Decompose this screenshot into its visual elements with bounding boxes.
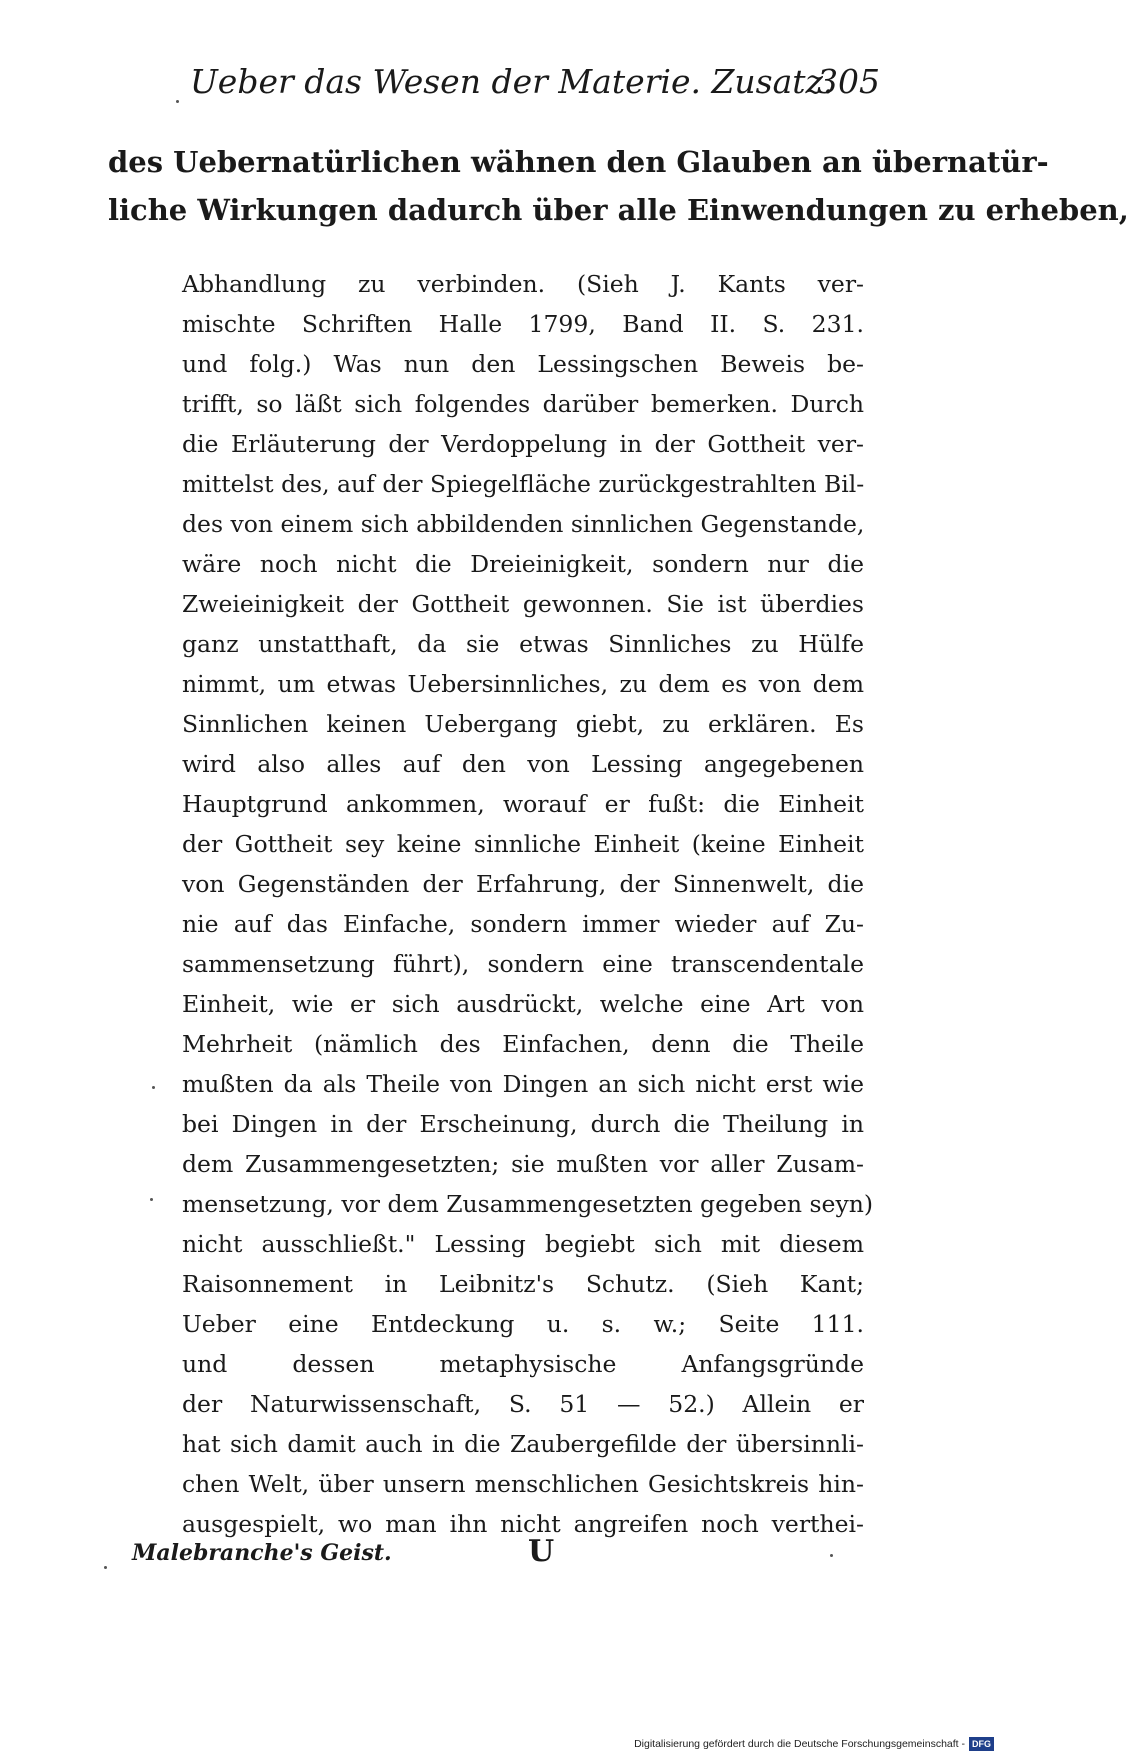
print-speck bbox=[104, 1566, 107, 1569]
print-speck bbox=[152, 1086, 155, 1089]
print-speck bbox=[176, 100, 179, 103]
footnote-line: mußten da als Theile von Dingen an sich nicht erst wie bbox=[182, 1070, 864, 1098]
footnote-line: der Naturwissenschaft, S. 51 — 52.) Allein er bbox=[182, 1390, 864, 1418]
page-number: 305 bbox=[817, 62, 880, 101]
footnote-block bbox=[182, 264, 874, 1544]
footnote-line: dem Zusammengesetzten; sie mußten vor aller Zusam- bbox=[182, 1150, 864, 1178]
footnote-line: ausgespielt, wo man ihn nicht angreifen noch verthei- bbox=[182, 1510, 864, 1538]
footnote-line: hat sich damit auch in die Zaubergefilde der übersinnli- bbox=[182, 1430, 864, 1458]
footnote-line: und dessen metaphysische Anfangsgründe bbox=[182, 1350, 864, 1378]
footnote-line: nie auf das Einfache, sondern immer wieder auf Zu- bbox=[182, 910, 864, 938]
footnote-line: Raisonnement in Leibnitz's Schutz. (Sieh Kant; bbox=[182, 1270, 864, 1298]
footnote-line: die Erläuterung der Verdoppelung in der Gottheit ver- bbox=[182, 430, 864, 458]
footnote-line: Zweieinigkeit der Gottheit gewonnen. Sie ist überdies bbox=[182, 590, 864, 618]
dfg-logo-icon: DFG bbox=[969, 1737, 994, 1751]
footnote-line: Einheit, wie er sich ausdrückt, welche eine Art von bbox=[182, 990, 864, 1018]
footnote-line: nicht ausschließt." Lessing begiebt sich mit diesem bbox=[182, 1230, 864, 1258]
footnote-line: und folg.) Was nun den Lessingschen Beweis be- bbox=[182, 350, 864, 378]
catchword: Malebranche's Geist. bbox=[132, 1540, 392, 1566]
running-head bbox=[190, 62, 880, 112]
running-head-title: Ueber das Wesen der Materie. Zusatz. bbox=[190, 62, 834, 101]
footnote-line: Ueber eine Entdeckung u. s. w.; Seite 111. bbox=[182, 1310, 864, 1338]
main-text-line: des Uebernatürlichen wähnen den Glauben an übernatür- bbox=[108, 145, 1049, 179]
footnote-line: wird also alles auf den von Lessing angegebenen bbox=[182, 750, 864, 778]
print-speck bbox=[830, 1554, 833, 1557]
footnote-line: chen Welt, über unsern menschlichen Gesichtskreis hin- bbox=[182, 1470, 864, 1498]
main-text-block bbox=[108, 138, 1129, 234]
print-speck bbox=[150, 1198, 153, 1201]
footnote-line: bei Dingen in der Erscheinung, durch die Theilung in bbox=[182, 1110, 864, 1138]
footnote-line: Mehrheit (nämlich des Einfachen, denn die Theile bbox=[182, 1030, 864, 1058]
footnote-line: mensetzung, vor dem Zusammengesetzten gegeben seyn) bbox=[182, 1190, 874, 1218]
footnote-line: ganz unstatthaft, da sie etwas Sinnliches zu Hülfe bbox=[182, 630, 864, 658]
footnote-line: sammensetzung führt), sondern eine transcendentale bbox=[182, 950, 864, 978]
footnote-line: wäre noch nicht die Dreieinigkeit, sondern nur die bbox=[182, 550, 864, 578]
footnote-line: Hauptgrund ankommen, worauf er fußt: die Einheit bbox=[182, 790, 864, 818]
footnote-line: des von einem sich abbildenden sinnlichen Gegenstande, bbox=[182, 510, 865, 538]
footnote-line: trifft, so läßt sich folgendes darüber bemerken. Durch bbox=[182, 390, 864, 418]
footnote-line: Abhandlung zu verbinden. (Sieh J. Kants ver- bbox=[182, 270, 864, 298]
footnote-line: Sinnlichen keinen Uebergang giebt, zu erklären. Es bbox=[182, 710, 864, 738]
main-text-line: liche Wirkungen dadurch über alle Einwendungen zu erheben, bbox=[108, 193, 1129, 227]
footnote-line: von Gegenständen der Erfahrung, der Sinnenwelt, die bbox=[182, 870, 864, 898]
footnote-line: mittelst des, auf der Spiegelfläche zurückgestrahlten Bil- bbox=[182, 470, 865, 498]
sheet-signature-mark: U bbox=[528, 1534, 555, 1569]
footnote-line: mischte Schriften Halle 1799, Band II. S. 231. bbox=[182, 310, 864, 338]
footnote-line: nimmt, um etwas Uebersinnliches, zu dem es von dem bbox=[182, 670, 864, 698]
digitization-credit-text: Digitalisierung gefördert durch die Deutsche Forschungsgemeinschaft - bbox=[634, 1738, 965, 1750]
digitization-credit bbox=[634, 1736, 994, 1752]
footnote-line: der Gottheit sey keine sinnliche Einheit (keine Einheit bbox=[182, 830, 864, 858]
